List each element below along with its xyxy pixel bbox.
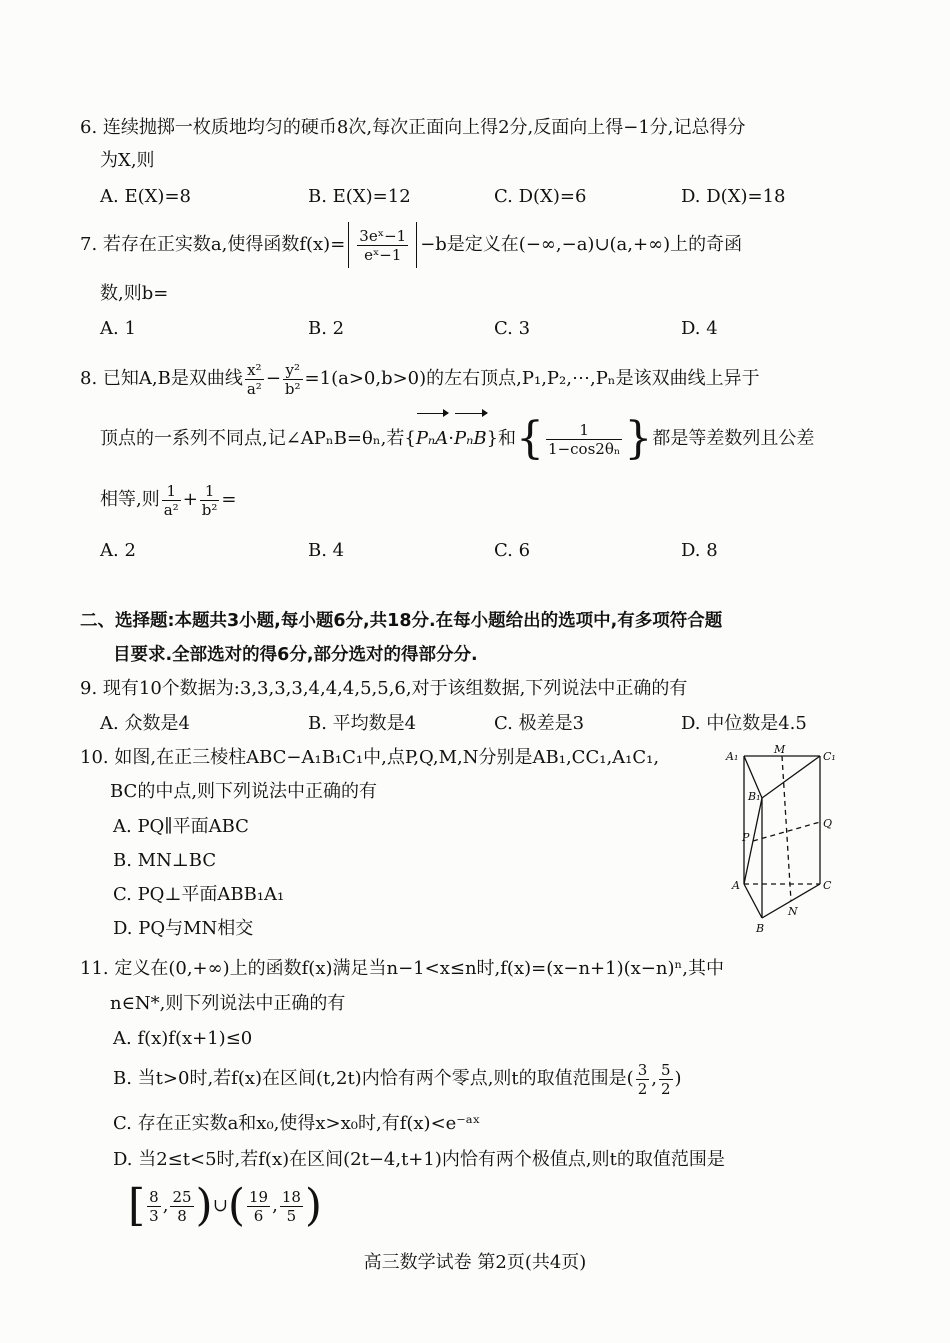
- q9-option-d: D. 中位数是4.5: [681, 713, 807, 734]
- q11-range-d1: 3: [149, 1206, 159, 1225]
- q11-stem: 11. 定义在(0,+∞)上的函数f(x)满足当n−1<x≤n时,f(x)=(x−n+1)(x−n)ⁿ,其中: [80, 958, 724, 979]
- q11-option-b-close: ): [674, 1068, 682, 1089]
- q8-option-a: A. 2: [100, 540, 136, 561]
- q8-stem: 8. 已知A,B是双曲线 $\frac{\text{x²}}{\text{a²}}$ − $\frac{\text{y²}}{\text{b²}}$ =1(a>0,b>0)的左右顶点,P₁,P₂,⋯,Pₙ是该双曲线上异于: [80, 360, 760, 398]
- q8-option-c: C. 6: [494, 540, 531, 561]
- label-a: A: [732, 879, 740, 892]
- q7-option-b: B. 2: [308, 318, 345, 339]
- q7-stem: [80, 222, 742, 268]
- q8-line2-b: }和: [486, 428, 517, 449]
- q11-option-b-d2: 2: [660, 1079, 671, 1098]
- q6-stem-2: 为X,则: [100, 150, 155, 171]
- q7-option-a: A. 1: [100, 318, 136, 339]
- label-p: P: [742, 831, 750, 844]
- q8-frac-num: 1: [546, 421, 622, 440]
- q11-option-b-n2: 5: [660, 1060, 671, 1079]
- q11-range-paren-close: ): [195, 1180, 213, 1231]
- q8-dot: ·: [448, 428, 454, 449]
- q11-option-b-d1: 2: [637, 1079, 648, 1098]
- section2-heading: 二、选择题:本题共3小题,每小题6分,共18分.在每小题给出的选项中,有多项符合题: [80, 611, 723, 631]
- prism-figure: [722, 742, 842, 938]
- q8-hyper-b: b²: [284, 379, 301, 398]
- q8-line2-a: 顶点的一系列不同点,记∠APₙB=θₙ,若{: [100, 428, 416, 449]
- label-b: B: [756, 922, 765, 935]
- section2-heading-2: 目要求.全部选对的得6分,部分选对的得部分分.: [113, 645, 478, 665]
- q7-frac-num: 3eˣ−1: [359, 226, 407, 245]
- label-m: M: [774, 743, 786, 756]
- q11-option-a: A. f(x)f(x+1)≤0: [113, 1028, 253, 1049]
- q6-stem: 6. 连续抛掷一枚质地均匀的硬币8次,每次正面向上得2分,反面向上得−1分,记总得分: [80, 117, 746, 138]
- q8-vector-pnb: PₙB: [454, 416, 487, 462]
- q11-range-d4: 5: [286, 1206, 297, 1225]
- q11-range-n2: 25: [172, 1187, 192, 1206]
- q8-line3-n1: 1: [162, 482, 181, 501]
- q7-abs-value: [348, 222, 417, 268]
- q8-option-b: B. 4: [308, 540, 345, 561]
- q11-option-b: B. 当t>0时,若f(x)在区间(t,2t)内恰有两个零点,则t的取值范围是( $\frac{3}{2}$ , $\frac{5}{2}$ ): [113, 1060, 682, 1098]
- label-q: Q: [823, 817, 833, 830]
- q8-line3-b: =: [221, 489, 237, 510]
- q8-stem-2: [100, 413, 815, 464]
- q6-option-d: D. D(X)=18: [681, 186, 786, 207]
- edge-ab: [744, 884, 762, 918]
- q10-option-c: C. PQ⊥平面ABB₁A₁: [113, 884, 285, 905]
- q10-option-b: B. MN⊥BC: [113, 850, 217, 871]
- q11-option-c: C. 存在正实数a和x₀,使得x>x₀时,有f(x)<e⁻ᵃˣ: [113, 1113, 481, 1134]
- q8-hyper-x: x²: [245, 361, 264, 380]
- q11-stem-2: n∈N*,则下列说法中正确的有: [110, 993, 346, 1014]
- q11-range-n4: 18: [281, 1187, 301, 1206]
- q11-range-bracket-open: [: [128, 1180, 146, 1231]
- q6-option-b: B. E(X)=12: [308, 186, 411, 207]
- q11-range-paren-open: (: [227, 1180, 245, 1231]
- q6-option-a: A. E(X)=8: [100, 186, 191, 207]
- label-a1: A₁: [726, 750, 739, 763]
- q9-stem: 9. 现有10个数据为:3,3,3,3,4,4,4,5,5,6,对于该组数据,下列说法中正确的有: [80, 678, 688, 699]
- q11-option-d: D. 当2≤t<5时,若f(x)在区间(2t−4,t+1)内恰有两个极值点,则t的取值范围是: [113, 1149, 725, 1170]
- q8-line3-plus: +: [182, 489, 198, 510]
- q7-stem-2: 数,则b=: [100, 283, 169, 304]
- q11-option-d-range: [ $\frac{8}{3}$ , $\frac{25}{8}$ )∪( $\frac{19}{6}$ , $\frac{18}{5}$ ): [128, 1180, 323, 1231]
- q8-left-brace: {: [516, 413, 545, 464]
- label-c1: C₁: [823, 750, 836, 763]
- q8-line3-d1: a²: [163, 500, 179, 519]
- q11-range-d2: 8: [177, 1206, 187, 1225]
- q10-option-d: D. PQ与MN相交: [113, 918, 254, 939]
- q9-option-c: C. 极差是3: [494, 713, 585, 734]
- label-c: C: [823, 879, 832, 892]
- q7-option-c: C. 3: [494, 318, 531, 339]
- q11-range-d3: 6: [253, 1206, 264, 1225]
- q7-stem-tail: −b是定义在(−∞,−a)∪(a,+∞)上的奇函: [420, 234, 743, 255]
- q8-hyper-a: a²: [246, 379, 262, 398]
- q8-head-tail: =1(a>0,b>0)的左右顶点,P₁,P₂,⋯,Pₙ是该双曲线上异于: [304, 368, 760, 389]
- q8-hyper-y: y²: [283, 361, 303, 380]
- q8-line2-c: 都是等差数列且公差: [652, 428, 815, 449]
- label-n: N: [788, 905, 798, 918]
- q11-option-b-text: B. 当t>0时,若f(x)在区间(t,2t)内恰有两个零点,则t的取值范围是(: [113, 1068, 634, 1089]
- q11-range-n1: 8: [149, 1187, 159, 1206]
- q10-stem: 10. 如图,在正三棱柱ABC−A₁B₁C₁中,点P,Q,M,N分别是AB₁,CC₁,A₁C₁,: [80, 747, 660, 768]
- q8-right-brace: }: [624, 413, 653, 464]
- q9-option-a: A. 众数是4: [100, 713, 190, 734]
- q11-option-b-n1: 3: [637, 1060, 648, 1079]
- q8-vector-pna: PₙA: [416, 416, 448, 462]
- label-b1: B₁: [748, 790, 761, 803]
- q8-frac-den: 1−cos2θₙ: [548, 439, 621, 458]
- q7-stem-head: 7. 若存在正实数a,使得函数f(x)=: [80, 234, 346, 255]
- q11-range-union: ∪: [212, 1195, 228, 1216]
- q9-option-b: B. 平均数是4: [308, 713, 417, 734]
- q11-range-paren-close-2: ): [304, 1180, 323, 1231]
- q10-stem-2: BC的中点,则下列说法中正确的有: [110, 781, 378, 802]
- q8-option-d: D. 8: [681, 540, 718, 561]
- q8-head: 8. 已知A,B是双曲线: [80, 368, 243, 389]
- q6-option-c: C. D(X)=6: [494, 186, 587, 207]
- q7-option-d: D. 4: [681, 318, 718, 339]
- q11-range-n3: 19: [248, 1187, 269, 1206]
- q8-line3-a: 相等,则: [100, 489, 160, 510]
- page-footer: 高三数学试卷 第2页(共4页): [363, 1252, 587, 1273]
- q8-line3-n2: 1: [200, 482, 220, 501]
- edge-b1c1: [762, 756, 820, 798]
- q7-frac-den: eˣ−1: [364, 245, 402, 264]
- q8-line3-d2: b²: [201, 500, 218, 519]
- q8-stem-3: [100, 477, 237, 523]
- q10-option-a: A. PQ∥平面ABC: [113, 816, 249, 837]
